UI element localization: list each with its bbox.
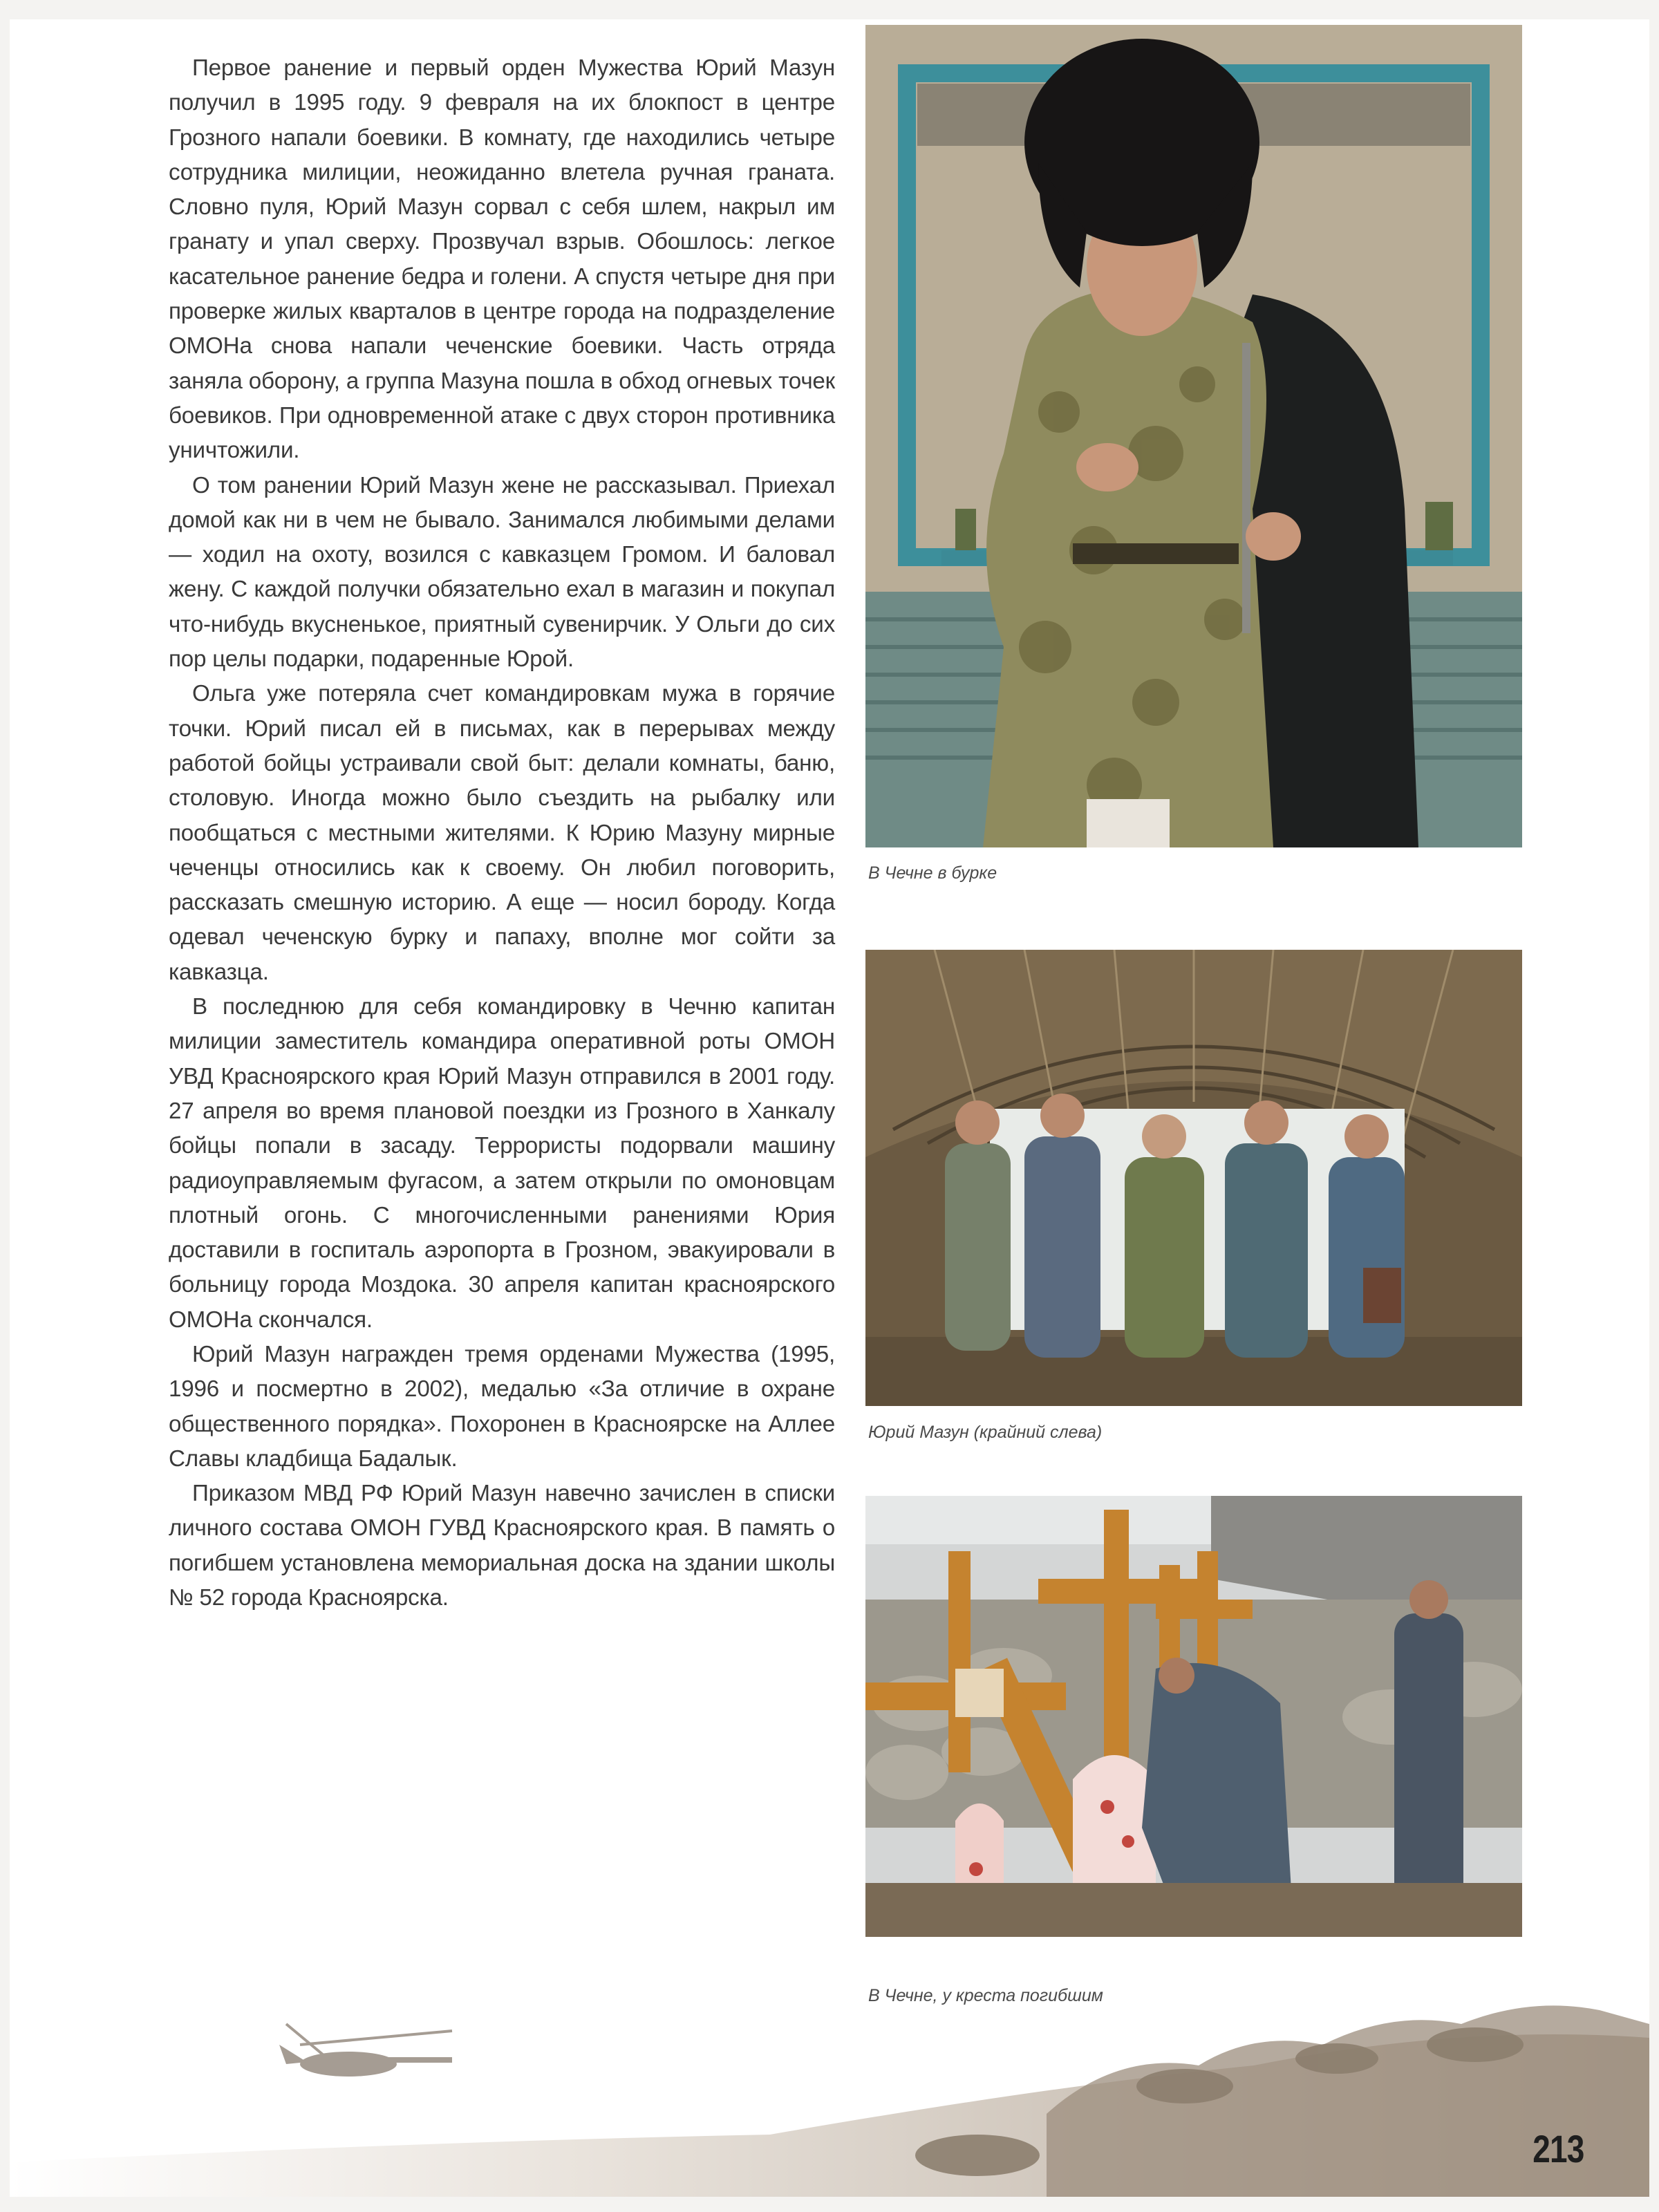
paragraph: Юрий Мазун награжден тремя орденами Мужества (1995, 1996 и посмертно в 2002), медалью «За отличие в охране общественного порядка». Похоронен в Красноярске на Аллее Славы кладбища Бадалык. xyxy=(169,1341,835,1472)
article-text xyxy=(169,51,835,1615)
paragraph: Приказом МВД РФ Юрий Мазун навечно зачислен в списки личного состава ОМОН ГУВД Красноярского края. В память о погибшем установлена мемориальная доска на здании школы № 52 города Красноярска. xyxy=(169,1481,835,1611)
photo-caption: В Чечне, у креста погибшим xyxy=(868,1986,1103,2005)
paragraph: Ольга уже потеряла счет командировкам мужа в горячие точки. Юрий писал ей в письмах, как в перерывах между работой бойцы устраивали свой быт: делали комнаты, баню, столовую. Иногда можно было съездить на рыбалку или пообщаться с местными жителями. К Юрию Мазуну мирные чеченцы относились как к своему. Он любил поговорить, рассказать смешную историю. А еще — носил бороду. Когда одевал чеченскую бурку и папаху, вполне мог сойти за кавказца. xyxy=(169,681,835,985)
photo-group-in-aircraft xyxy=(865,950,1522,1406)
book-page xyxy=(10,19,1649,2197)
footer-decorative-band xyxy=(10,1983,1649,2197)
photo-caption: Юрий Мазун (крайний слева) xyxy=(868,1423,1103,1442)
paragraph: В последнюю для себя командировку в Чечню капитан милиции заместитель командира оперативной роты ОМОН УВД Красноярского края Юрий Мазун отправился в 2001 году. 27 апреля во время плановой поездки из Грозного в Ханкалу бойцы попали в засаду. Террористы подорвали машину радиоуправляемым фугасом, а затем открыли по омоновцам плотный огонь. С многочисленными ранениями Юрия доставили в госпиталь аэропорта в Грозном, эвакуировали в больницу города Моздока. 30 апреля капитан красноярского ОМОНа скончался. xyxy=(169,994,835,1333)
paragraph: Первое ранение и первый орден Мужества Юрий Мазун получил в 1995 году. 9 февраля на их блокпост в центре Грозного напали боевики. В комнату, где находились четыре сотрудника милиции, неожиданно влетела ручная граната. Словно пуля, Юрий Мазун сорвал с себя шлем, накрыл им гранату и упал сверху. Прозвучал взрыв. Обошлось: легкое касательное ранение бедра и голени. А спустя четыре дня при проверке жилых кварталов в центре города на подразделение ОМОНа снова напали чеченские боевики. Часть отряда заняла оборону, а группа Мазуна пошла в обход огневых точек боевиков. При одновременной атаке с двух сторон противника уничтожили. xyxy=(169,55,835,464)
photo-man-in-burka xyxy=(865,25,1522,847)
photo-memorial-crosses xyxy=(865,1496,1522,1937)
page-number: 213 xyxy=(1532,2127,1584,2171)
paragraph: О том ранении Юрий Мазун жене не рассказывал. Приехал домой как ни в чем не бывало. Занимался любимыми делами — ходил на охоту, возился с кавказцем Громом. И баловал жену. С каждой получки обязательно ехал в магазин и покупал что-нибудь вкусненькое, приятный сувенирчик. У Ольги до сих пор целы подарки, подаренные Юрой. xyxy=(169,472,835,673)
photo-caption: В Чечне в бурке xyxy=(868,863,997,883)
